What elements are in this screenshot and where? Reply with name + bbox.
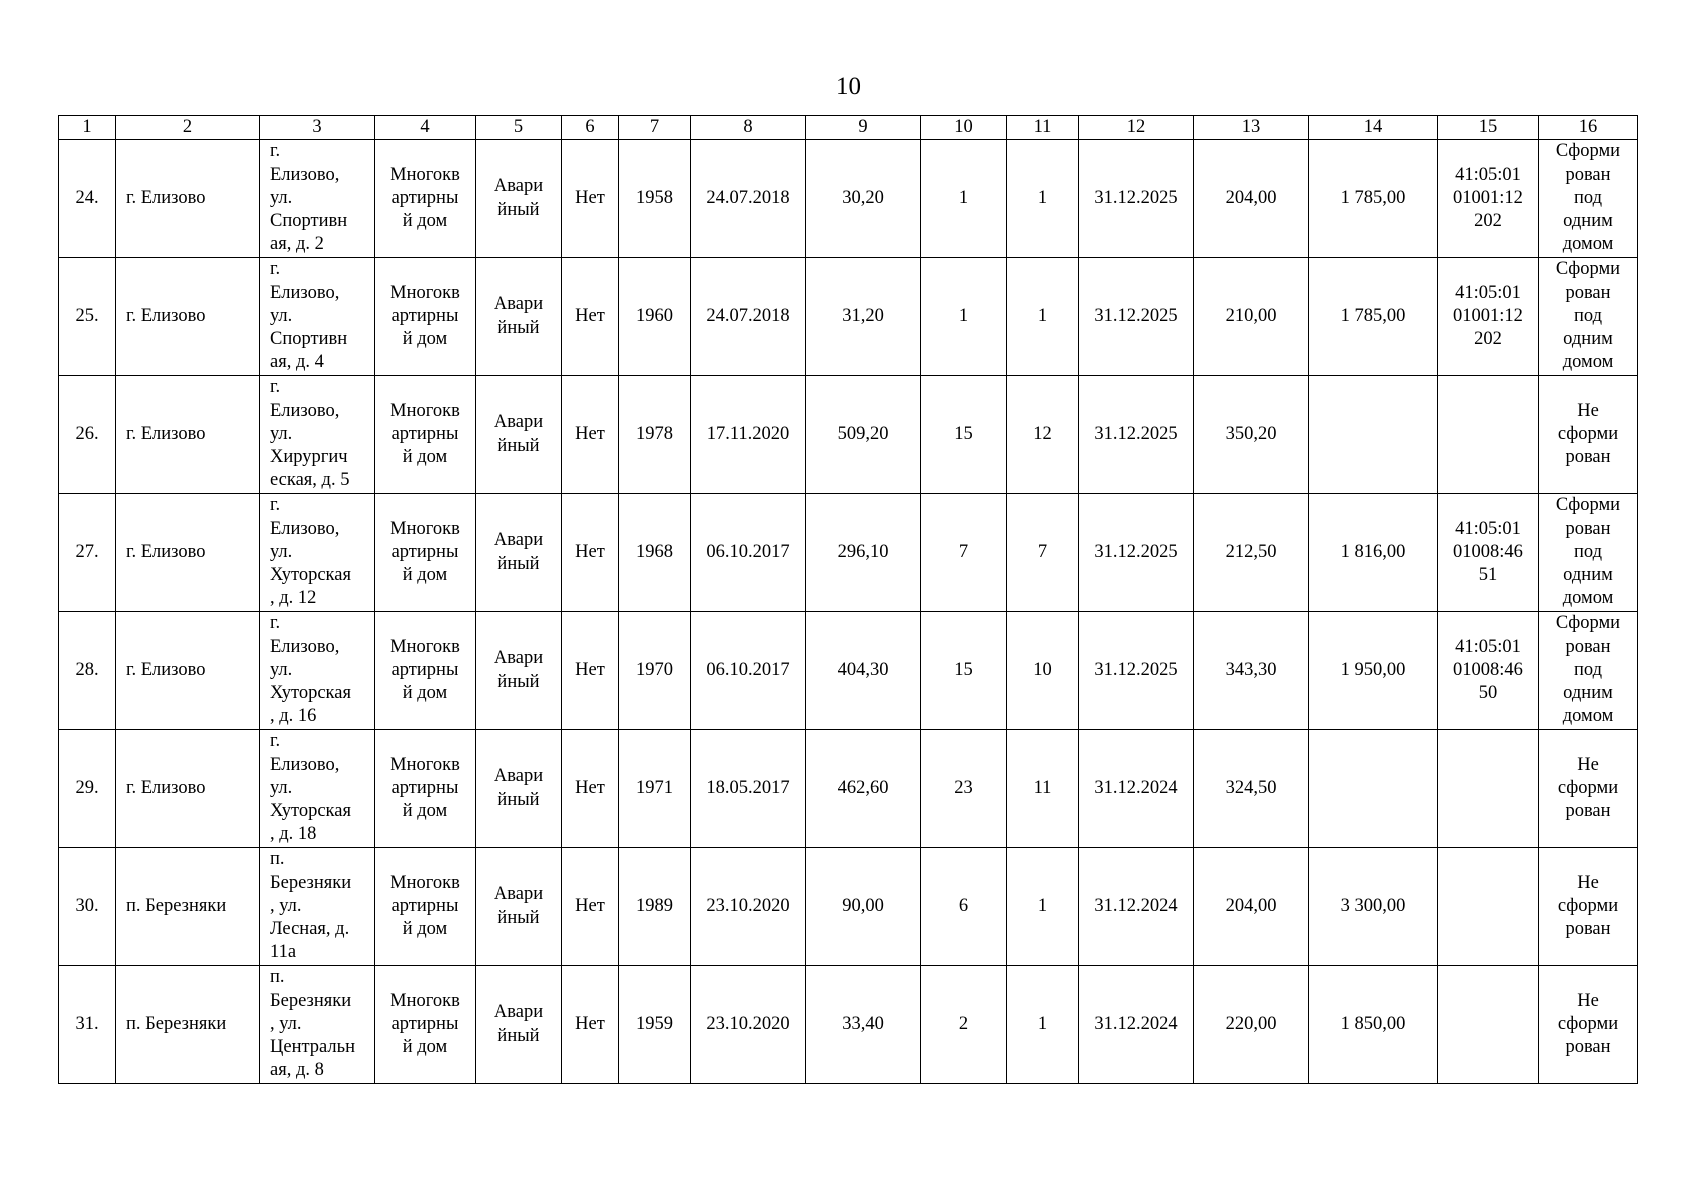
building-type-line: й дом (402, 1037, 448, 1058)
table-row (59, 966, 1638, 1084)
table-row (59, 258, 1638, 376)
building-type-line: артирны (391, 895, 459, 916)
column-11-cell: 11 (1007, 730, 1079, 848)
land-status-line: Не (1577, 400, 1599, 421)
address-line: Елизово, (270, 754, 340, 775)
date-cell: 06.10.2017 (691, 494, 806, 612)
column-13-cell: 212,50 (1194, 494, 1309, 612)
land-status-line: рован (1565, 164, 1611, 185)
land-status-cell (1539, 258, 1638, 376)
address-line: Центральн (270, 1037, 355, 1058)
building-type-cell (375, 494, 476, 612)
deadline-cell: 31.12.2024 (1079, 730, 1194, 848)
column-13-cell: 324,50 (1194, 730, 1309, 848)
condition-line: йный (497, 199, 540, 220)
year-cell: 1989 (619, 848, 691, 966)
area-cell: 509,20 (806, 376, 921, 494)
address-line: г. (270, 613, 281, 634)
land-status-line: под (1573, 187, 1603, 208)
building-type-line: Многокв (390, 282, 460, 303)
condition-line: йный (497, 907, 540, 928)
table-row (59, 494, 1638, 612)
building-type-cell (375, 258, 476, 376)
address-line: 11а (270, 942, 297, 963)
condition-line: йный (497, 789, 540, 810)
row-number-cell: 31. (59, 966, 116, 1084)
date-cell: 24.07.2018 (691, 140, 806, 258)
address-line: Елизово, (270, 518, 340, 539)
condition-line: Авари (493, 884, 544, 905)
condition-line: йный (497, 671, 540, 692)
cadastral-number-line: 01001:12 (1453, 187, 1523, 208)
table-row (59, 730, 1638, 848)
column-6-cell: Нет (562, 848, 619, 966)
address-line: , д. 18 (270, 824, 317, 845)
address-line: г. (270, 259, 281, 280)
column-11-cell: 1 (1007, 140, 1079, 258)
column-header: 13 (1194, 116, 1309, 140)
cadastral-number-cell (1438, 258, 1539, 376)
address-line: Елизово, (270, 400, 340, 421)
column-14-cell (1309, 376, 1438, 494)
building-type-line: й дом (402, 801, 448, 822)
land-status-cell (1539, 612, 1638, 730)
housing-registry-table (58, 115, 1638, 1084)
cadastral-number-line: 01008:46 (1453, 659, 1523, 680)
address-line: г. (270, 495, 281, 516)
building-type-cell (375, 140, 476, 258)
year-cell: 1971 (619, 730, 691, 848)
row-number-cell: 27. (59, 494, 116, 612)
land-status-cell (1539, 376, 1638, 494)
address-line: ул. (270, 659, 293, 680)
column-header: 6 (562, 116, 619, 140)
deadline-cell: 31.12.2024 (1079, 848, 1194, 966)
deadline-cell: 31.12.2025 (1079, 494, 1194, 612)
column-14-cell: 1 785,00 (1309, 258, 1438, 376)
column-header: 1 (59, 116, 116, 140)
locality-cell: г. Елизово (116, 612, 260, 730)
land-status-line: под (1573, 541, 1603, 562)
column-10-cell: 7 (921, 494, 1007, 612)
building-type-cell (375, 376, 476, 494)
cadastral-number-cell (1438, 140, 1539, 258)
column-header: 9 (806, 116, 921, 140)
table-row (59, 376, 1638, 494)
column-header: 16 (1539, 116, 1638, 140)
condition-line: Авари (493, 176, 544, 197)
cadastral-number-line: 50 (1478, 683, 1498, 704)
row-number-cell: 24. (59, 140, 116, 258)
address-line: ул. (270, 541, 293, 562)
address-line: Спортивн (270, 329, 348, 350)
land-status-line: домом (1562, 588, 1614, 609)
building-type-line: артирны (391, 777, 459, 798)
land-status-line: рован (1565, 919, 1611, 940)
cadastral-number-cell (1438, 966, 1539, 1084)
condition-cell (476, 966, 562, 1084)
land-status-line: одним (1563, 329, 1613, 350)
address-line: Елизово, (270, 282, 340, 303)
date-cell: 06.10.2017 (691, 612, 806, 730)
column-14-cell: 1 785,00 (1309, 140, 1438, 258)
cadastral-number-cell (1438, 612, 1539, 730)
area-cell: 296,10 (806, 494, 921, 612)
land-status-cell (1539, 494, 1638, 612)
address-line: Елизово, (270, 164, 340, 185)
land-status-line: сформи (1557, 895, 1619, 916)
cadastral-number-line: 41:05:01 (1455, 282, 1521, 303)
address-line: еская, д. 5 (270, 470, 350, 491)
building-type-line: й дом (402, 683, 448, 704)
address-line: , ул. (270, 1013, 302, 1034)
area-cell: 404,30 (806, 612, 921, 730)
locality-cell: п. Березняки (116, 966, 260, 1084)
address-line: , д. 16 (270, 706, 317, 727)
column-header: 3 (260, 116, 375, 140)
building-type-line: Многокв (390, 400, 460, 421)
land-status-line: рован (1565, 518, 1611, 539)
land-status-cell (1539, 730, 1638, 848)
condition-line: йный (497, 1025, 540, 1046)
column-6-cell: Нет (562, 966, 619, 1084)
year-cell: 1970 (619, 612, 691, 730)
address-line: п. (270, 849, 285, 870)
column-10-cell: 15 (921, 376, 1007, 494)
row-number-cell: 26. (59, 376, 116, 494)
table-row (59, 140, 1638, 258)
column-11-cell: 10 (1007, 612, 1079, 730)
building-type-line: артирны (391, 187, 459, 208)
land-status-line: под (1573, 305, 1603, 326)
column-11-cell: 12 (1007, 376, 1079, 494)
land-status-line: рован (1565, 801, 1611, 822)
land-status-line: под (1573, 659, 1603, 680)
condition-cell (476, 848, 562, 966)
condition-line: Авари (493, 294, 544, 315)
column-header: 11 (1007, 116, 1079, 140)
date-cell: 17.11.2020 (691, 376, 806, 494)
address-cell (260, 730, 375, 848)
address-line: г. (270, 731, 281, 752)
land-status-line: Сформи (1555, 613, 1621, 634)
column-13-cell: 204,00 (1194, 140, 1309, 258)
column-13-cell: 220,00 (1194, 966, 1309, 1084)
address-cell (260, 258, 375, 376)
column-14-cell: 1 950,00 (1309, 612, 1438, 730)
land-status-line: Сформи (1555, 141, 1621, 162)
locality-cell: г. Елизово (116, 730, 260, 848)
land-status-line: домом (1562, 352, 1614, 373)
row-number-cell: 30. (59, 848, 116, 966)
table-row (59, 848, 1638, 966)
column-10-cell: 1 (921, 258, 1007, 376)
building-type-line: Многокв (390, 164, 460, 185)
address-line: Спортивн (270, 211, 348, 232)
date-cell: 18.05.2017 (691, 730, 806, 848)
condition-cell (476, 494, 562, 612)
column-10-cell: 6 (921, 848, 1007, 966)
cadastral-number-line: 01001:12 (1453, 305, 1523, 326)
building-type-line: й дом (402, 211, 448, 232)
condition-line: йный (497, 435, 540, 456)
address-cell (260, 140, 375, 258)
land-status-line: одним (1563, 683, 1613, 704)
row-number-cell: 28. (59, 612, 116, 730)
column-10-cell: 2 (921, 966, 1007, 1084)
deadline-cell: 31.12.2025 (1079, 258, 1194, 376)
locality-cell: п. Березняки (116, 848, 260, 966)
column-10-cell: 15 (921, 612, 1007, 730)
land-status-line: Не (1577, 754, 1599, 775)
column-header: 12 (1079, 116, 1194, 140)
locality-cell: г. Елизово (116, 376, 260, 494)
area-cell: 30,20 (806, 140, 921, 258)
land-status-line: рован (1565, 636, 1611, 657)
address-line: , ул. (270, 895, 302, 916)
column-14-cell: 3 300,00 (1309, 848, 1438, 966)
column-header: 8 (691, 116, 806, 140)
column-13-cell: 210,00 (1194, 258, 1309, 376)
deadline-cell: 31.12.2025 (1079, 612, 1194, 730)
year-cell: 1958 (619, 140, 691, 258)
address-line: Хуторская (270, 683, 351, 704)
address-line: ул. (270, 423, 293, 444)
condition-cell (476, 376, 562, 494)
address-cell (260, 848, 375, 966)
condition-line: Авари (493, 412, 544, 433)
column-header: 2 (116, 116, 260, 140)
building-type-line: Многокв (390, 872, 460, 893)
column-13-cell: 343,30 (1194, 612, 1309, 730)
column-14-cell (1309, 730, 1438, 848)
address-line: Хуторская (270, 801, 351, 822)
column-header: 14 (1309, 116, 1438, 140)
year-cell: 1959 (619, 966, 691, 1084)
table-row (59, 612, 1638, 730)
date-cell: 23.10.2020 (691, 966, 806, 1084)
address-line: ул. (270, 777, 293, 798)
cadastral-number-line: 51 (1478, 565, 1498, 586)
year-cell: 1960 (619, 258, 691, 376)
column-header: 7 (619, 116, 691, 140)
row-number-cell: 29. (59, 730, 116, 848)
year-cell: 1978 (619, 376, 691, 494)
cadastral-number-cell (1438, 376, 1539, 494)
row-number-cell: 25. (59, 258, 116, 376)
cadastral-number-line: 202 (1474, 211, 1502, 232)
building-type-cell (375, 730, 476, 848)
address-line: , д. 12 (270, 588, 317, 609)
column-header: 4 (375, 116, 476, 140)
address-line: ул. (270, 187, 293, 208)
column-6-cell: Нет (562, 258, 619, 376)
cadastral-number-cell (1438, 848, 1539, 966)
land-status-line: рован (1565, 447, 1611, 468)
column-6-cell: Нет (562, 494, 619, 612)
address-line: г. (270, 377, 281, 398)
column-6-cell: Нет (562, 140, 619, 258)
address-cell (260, 612, 375, 730)
column-14-cell: 1 850,00 (1309, 966, 1438, 1084)
address-line: ул. (270, 305, 293, 326)
column-10-cell: 23 (921, 730, 1007, 848)
area-cell: 33,40 (806, 966, 921, 1084)
address-line: Елизово, (270, 636, 340, 657)
land-status-line: домом (1562, 706, 1614, 727)
address-line: Березняки (270, 872, 352, 893)
condition-line: Авари (493, 530, 544, 551)
address-line: Лесная, д. (270, 919, 350, 940)
condition-line: Авари (493, 766, 544, 787)
year-cell: 1968 (619, 494, 691, 612)
address-line: ая, д. 4 (270, 352, 324, 373)
land-status-cell (1539, 848, 1638, 966)
building-type-line: й дом (402, 329, 448, 350)
column-10-cell: 1 (921, 140, 1007, 258)
building-type-line: й дом (402, 565, 448, 586)
building-type-line: й дом (402, 919, 448, 940)
column-11-cell: 1 (1007, 848, 1079, 966)
building-type-line: й дом (402, 447, 448, 468)
date-cell: 24.07.2018 (691, 258, 806, 376)
condition-cell (476, 140, 562, 258)
column-6-cell: Нет (562, 730, 619, 848)
building-type-line: артирны (391, 659, 459, 680)
cadastral-number-line: 41:05:01 (1455, 518, 1521, 539)
date-cell: 23.10.2020 (691, 848, 806, 966)
column-header: 5 (476, 116, 562, 140)
area-cell: 31,20 (806, 258, 921, 376)
address-line: ая, д. 8 (270, 1060, 324, 1081)
condition-line: Авари (493, 1002, 544, 1023)
building-type-cell (375, 848, 476, 966)
condition-line: Авари (493, 648, 544, 669)
land-status-line: сформи (1557, 423, 1619, 444)
column-header: 15 (1438, 116, 1539, 140)
condition-line: йный (497, 317, 540, 338)
deadline-cell: 31.12.2025 (1079, 376, 1194, 494)
page-number: 10 (836, 73, 861, 100)
address-cell (260, 494, 375, 612)
locality-cell: г. Елизово (116, 494, 260, 612)
locality-cell: г. Елизово (116, 140, 260, 258)
deadline-cell: 31.12.2025 (1079, 140, 1194, 258)
condition-cell (476, 730, 562, 848)
locality-cell: г. Елизово (116, 258, 260, 376)
building-type-line: артирны (391, 1013, 459, 1034)
building-type-line: Многокв (390, 518, 460, 539)
building-type-line: Многокв (390, 754, 460, 775)
building-type-cell (375, 966, 476, 1084)
column-header: 10 (921, 116, 1007, 140)
building-type-line: артирны (391, 541, 459, 562)
column-11-cell: 7 (1007, 494, 1079, 612)
address-cell (260, 966, 375, 1084)
column-13-cell: 204,00 (1194, 848, 1309, 966)
address-line: Хуторская (270, 565, 351, 586)
area-cell: 462,60 (806, 730, 921, 848)
column-6-cell: Нет (562, 612, 619, 730)
column-13-cell: 350,20 (1194, 376, 1309, 494)
land-status-line: Не (1577, 872, 1599, 893)
cadastral-number-line: 41:05:01 (1455, 164, 1521, 185)
cadastral-number-cell (1438, 494, 1539, 612)
land-status-line: одним (1563, 211, 1613, 232)
cadastral-number-line: 202 (1474, 329, 1502, 350)
land-status-line: домом (1562, 234, 1614, 255)
address-line: ая, д. 2 (270, 234, 324, 255)
condition-cell (476, 258, 562, 376)
land-status-line: Сформи (1555, 495, 1621, 516)
land-status-cell (1539, 966, 1638, 1084)
building-type-line: Многокв (390, 990, 460, 1011)
column-6-cell: Нет (562, 376, 619, 494)
land-status-line: одним (1563, 565, 1613, 586)
land-status-cell (1539, 140, 1638, 258)
column-14-cell: 1 816,00 (1309, 494, 1438, 612)
building-type-cell (375, 612, 476, 730)
deadline-cell: 31.12.2024 (1079, 966, 1194, 1084)
area-cell: 90,00 (806, 848, 921, 966)
address-line: п. (270, 967, 285, 988)
land-status-line: рован (1565, 1037, 1611, 1058)
column-11-cell: 1 (1007, 258, 1079, 376)
address-line: Хирургич (270, 447, 348, 468)
land-status-line: Сформи (1555, 259, 1621, 280)
building-type-line: Многокв (390, 636, 460, 657)
land-status-line: сформи (1557, 777, 1619, 798)
address-line: Березняки (270, 990, 352, 1011)
column-11-cell: 1 (1007, 966, 1079, 1084)
address-cell (260, 376, 375, 494)
building-type-line: артирны (391, 305, 459, 326)
land-status-line: сформи (1557, 1013, 1619, 1034)
cadastral-number-cell (1438, 730, 1539, 848)
land-status-line: Не (1577, 990, 1599, 1011)
building-type-line: артирны (391, 423, 459, 444)
condition-cell (476, 612, 562, 730)
header-row (59, 116, 1638, 140)
land-status-line: рован (1565, 282, 1611, 303)
address-line: г. (270, 141, 281, 162)
condition-line: йный (497, 553, 540, 574)
cadastral-number-line: 01008:46 (1453, 541, 1523, 562)
cadastral-number-line: 41:05:01 (1455, 636, 1521, 657)
